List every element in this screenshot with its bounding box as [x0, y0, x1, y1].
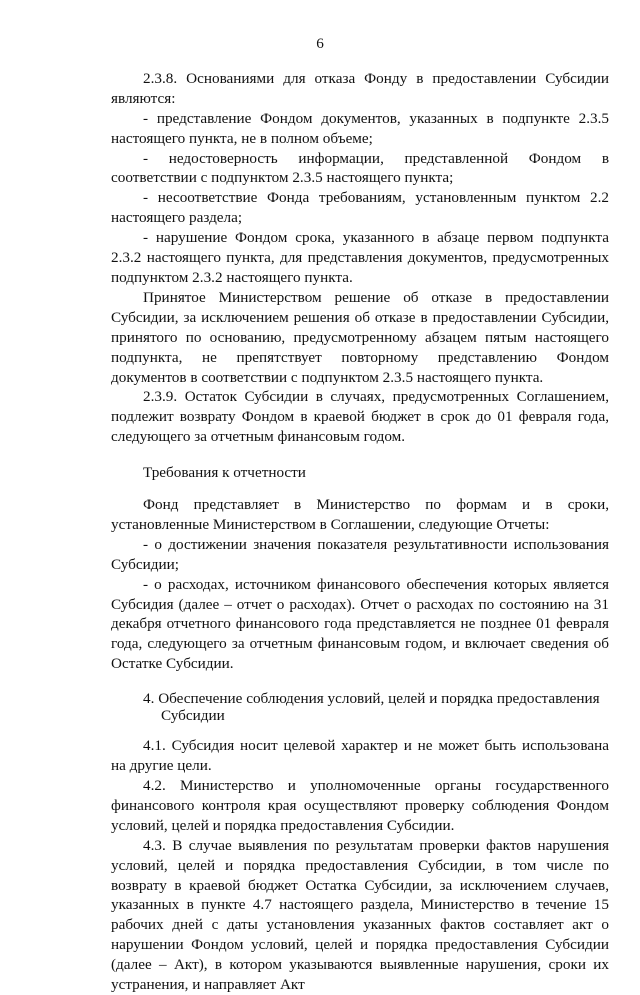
- paragraphs-block-2: [111, 495, 609, 674]
- spacer: [111, 483, 609, 495]
- paragraph: - о достижении значения показателя результативности использования Субсидии;: [111, 535, 609, 573]
- section-4-title-line2: Субсидии: [161, 707, 225, 725]
- document-page: [111, 34, 609, 995]
- paragraph: Принятое Министерством решение об отказе в предоставлении Субсидии, за исключением решения об отказе в предоставлении Субсидии, принятого по основанию, предусмотренному абзацем пятым настоящего подпункта, не препятствует повторному представлению Фондом документов в соответствии с подпунктом 2.3.5 настоящего пункта.: [111, 288, 609, 386]
- paragraph: - представление Фондом документов, указанных в подпункте 2.3.5 настоящего пункта, не в полном объеме;: [111, 109, 609, 147]
- paragraph: 2.3.8. Основаниями для отказа Фонду в предоставлении Субсидии являются:: [111, 69, 609, 107]
- spacer: [111, 724, 609, 736]
- section-4-title: [111, 690, 609, 724]
- paragraphs-block-3: [111, 736, 609, 995]
- paragraph: - нарушение Фондом срока, указанного в абзаце первом подпункта 2.3.2 настоящего пункта, для представления документов, предусмотренных подпунктом 2.3.2 настоящего пункта.: [111, 229, 609, 286]
- paragraph: 4.1. Субсидия носит целевой характер и не может быть использована на другие цели.: [111, 737, 609, 775]
- paragraph: 2.3.9. Остаток Субсидии в случаях, предусмотренных Соглашением, подлежит возврату Фондом в краевой бюджет в срок до 01 февраля года, следующего за отчетным финансовым годом.: [111, 388, 609, 446]
- reporting-heading: Требования к отчетности: [143, 464, 306, 482]
- section-4-title-line1: 4. Обеспечение соблюдения условий, целей и порядка предоставления: [143, 690, 600, 708]
- page-number: 6: [316, 35, 324, 52]
- paragraph: - о расходах, источником финансового обеспечения которых является Субсидия (далее – отчет о расходах). Отчет о расходах по состоянию на 31 декабря отчетного финансового года представляется не позднее 01 февраля года, следующего за отчетным финансовым годом, и включает сведения об Остатке Субсидии.: [111, 575, 609, 673]
- spacer: [111, 447, 609, 463]
- paragraph: 4.3. В случае выявления по результатам проверки фактов нарушения условий, целей и порядка предоставления Субсидии, в том числе по возврату в краевой бюджет Остатка Субсидии, за исключением случаев, указанных в пункте 4.7 настоящего раздела, Министерство в течение 15 рабочих дней с даты установления указанных фактов составляет акт о нарушении Фондом условий, целей и порядка предоставления Субсидии (далее – Акт), в котором указываются выявленные нарушения, сроки их устранения, и направляет Акт: [111, 836, 609, 994]
- paragraph: - недостоверность информации, представленной Фондом в соответствии с подпунктом 2.3.5 настоящего пункта;: [111, 149, 609, 187]
- paragraph: - несоответствие Фонда требованиям, установленным пунктом 2.2 настоящего раздела;: [111, 189, 609, 227]
- paragraph: 4.2. Министерство и уполномоченные органы государственного финансового контроля края осуществляют проверку соблюдения Фондом условий, целей и порядка предоставления Субсидии.: [111, 777, 609, 834]
- paragraphs-block-1: [111, 69, 609, 447]
- spacer: [111, 674, 609, 690]
- paragraph: Фонд представляет в Министерство по формам и в сроки, установленные Министерством в Соглашении, следующие Отчеты:: [111, 496, 609, 533]
